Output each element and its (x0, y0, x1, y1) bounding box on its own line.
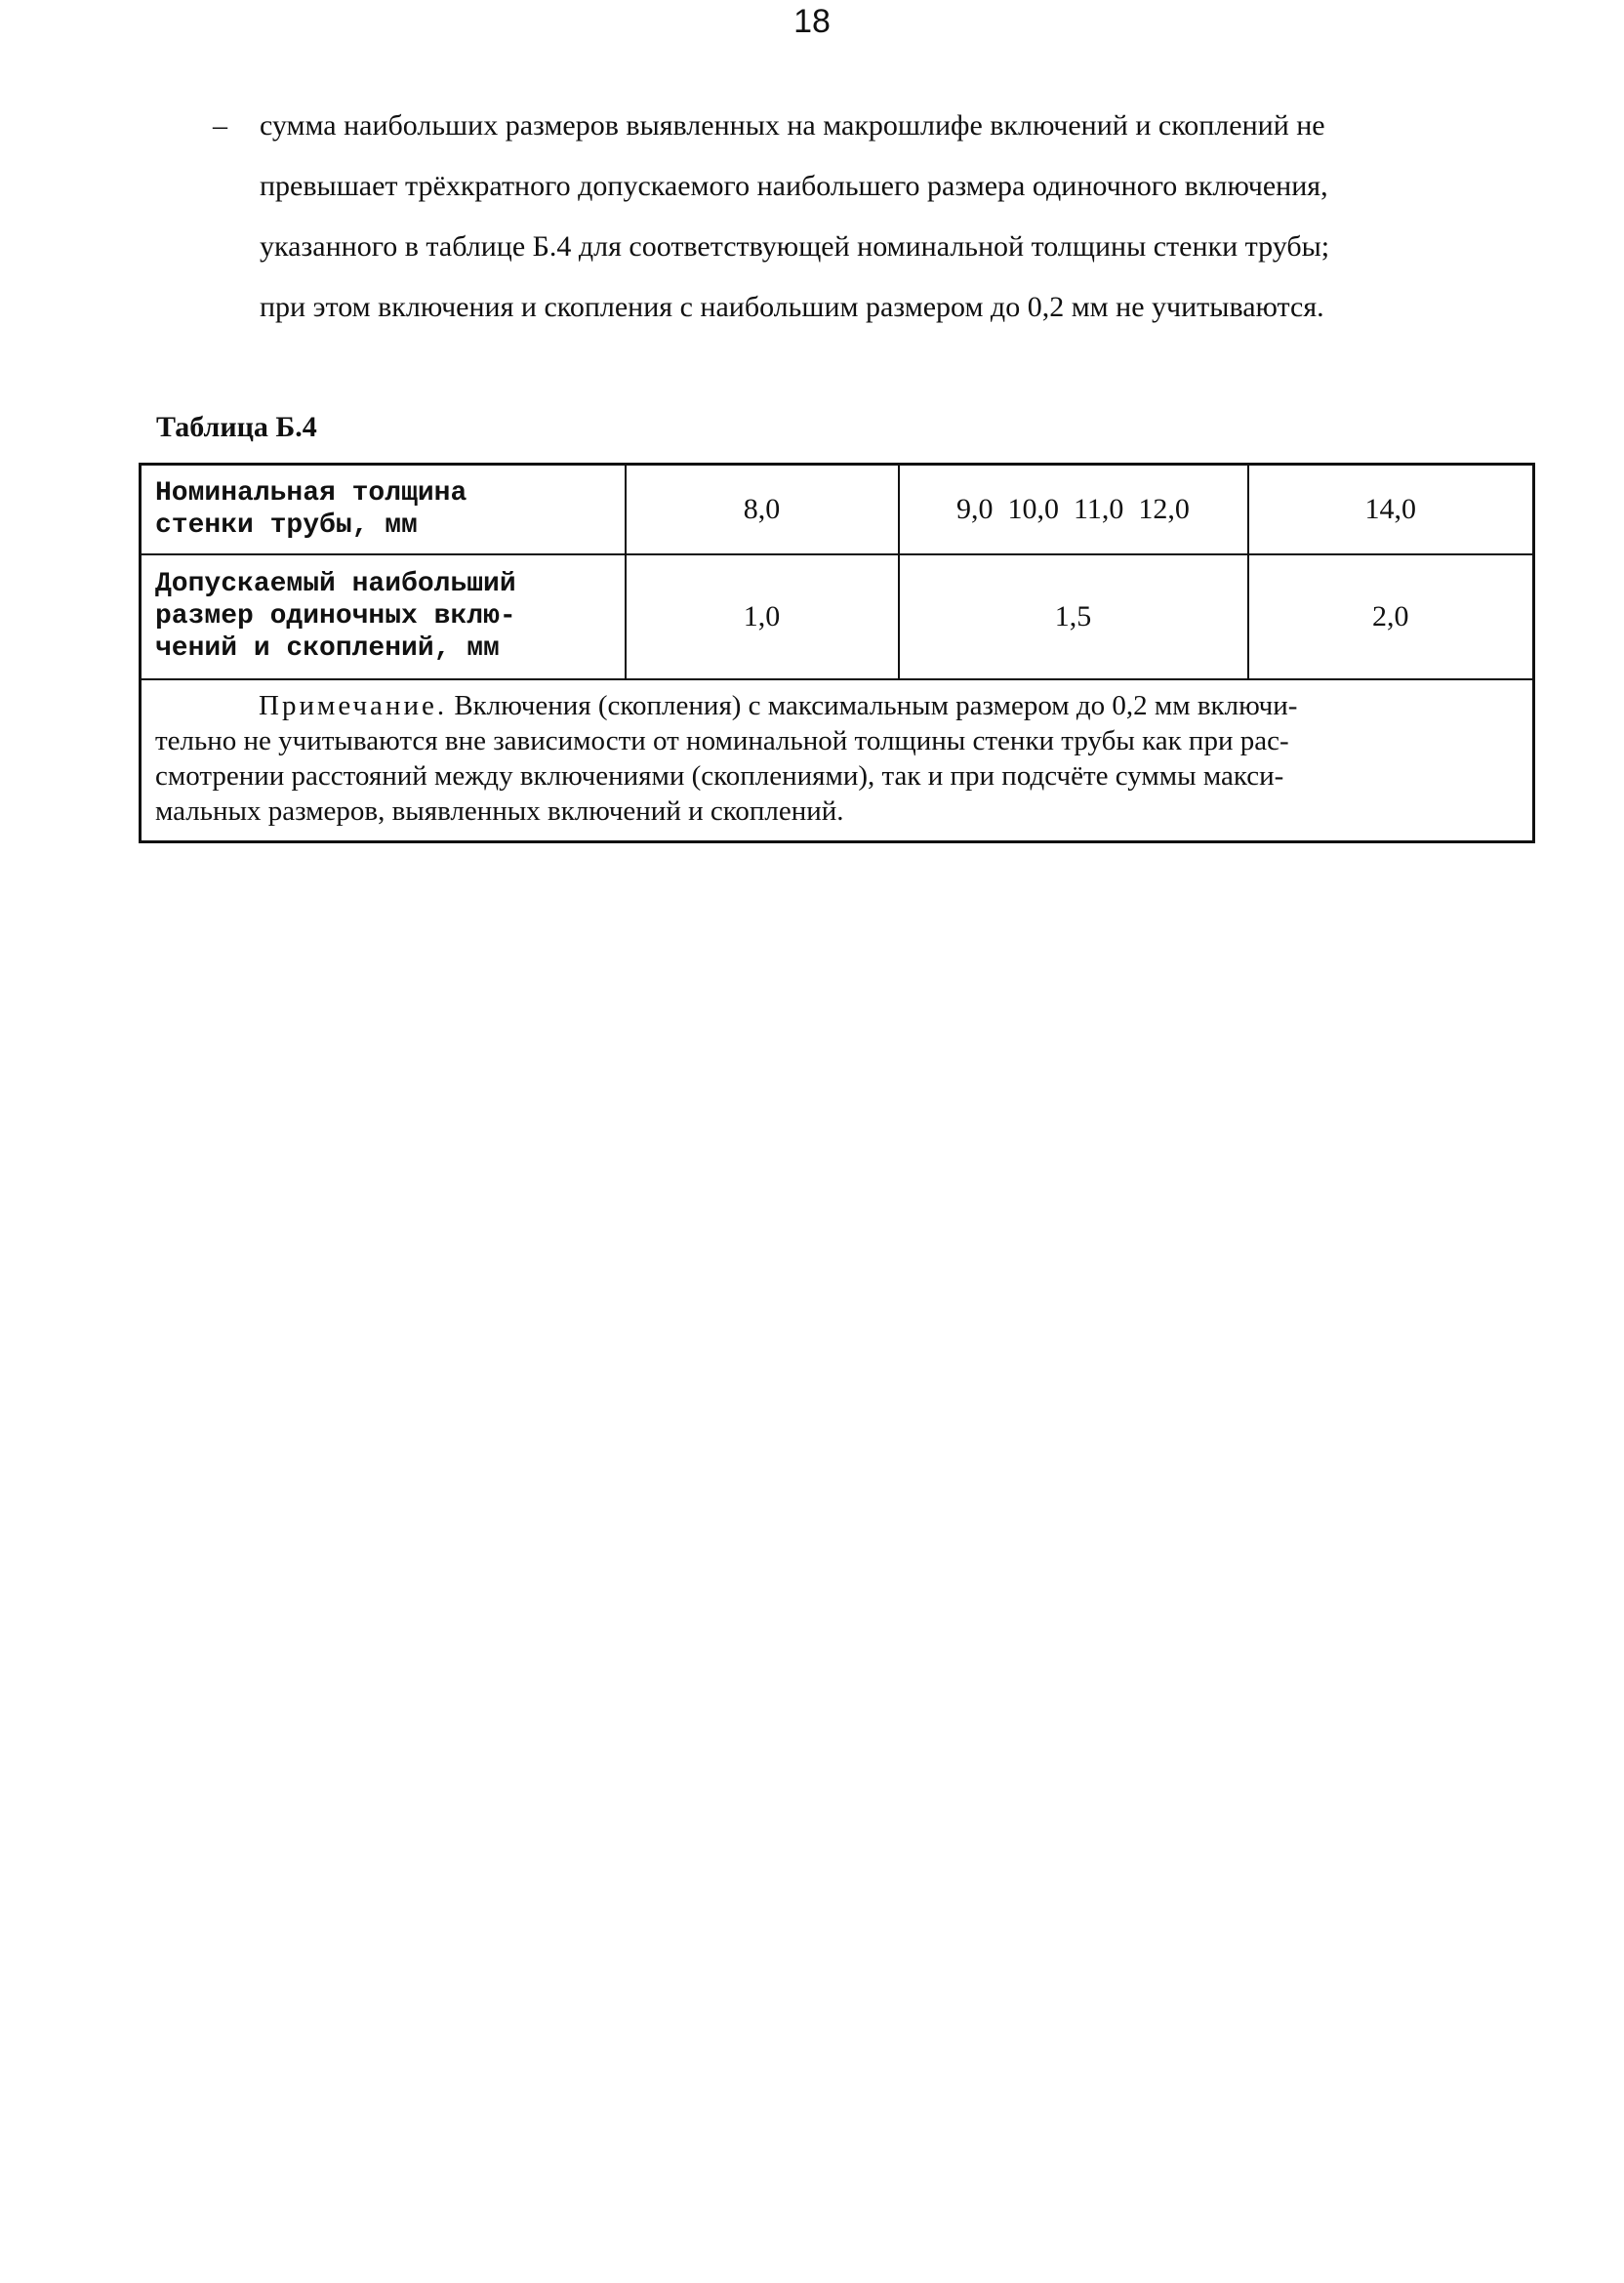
row-header-line: стенки трубы, мм (155, 510, 418, 541)
note-line (155, 688, 1521, 723)
note-line: смотрении расстояний между включениями (скоплениями), так и при подсчёте суммы макси- (155, 759, 1284, 792)
table-cell: 14,0 (1248, 465, 1534, 554)
row-header-line: чений и скоплений, мм (155, 633, 500, 664)
bullet-line: превышает трёхкратного допускаемого наибольшего размера одиночного включения, (260, 170, 1328, 202)
bullet-line: при этом включения и скопления с наибольшим размером до 0,2 мм не учитываются. (260, 291, 1324, 323)
row-header-line: Номинальная толщина (155, 477, 467, 509)
note-line: тельно не учитываются вне зависимости от номинальной толщины стенки трубы как при рас- (155, 724, 1289, 756)
row-header-thickness (141, 465, 626, 554)
page-number: 18 (793, 3, 831, 40)
row-header-max-size (141, 554, 626, 679)
table-cell: 8,0 (626, 465, 899, 554)
note-label: Примечание. (259, 689, 448, 721)
row-header-line: размер одиночных вклю- (155, 601, 516, 632)
table-row-note (141, 679, 1534, 842)
note-text: Включения (скопления) с максимальным размером до 0,2 мм включи- (454, 689, 1298, 721)
table-cell: 9,0 10,0 11,0 12,0 (899, 465, 1248, 554)
table-b4 (139, 463, 1535, 843)
row-header-line: Допускаемый наибольший (155, 569, 516, 599)
table-row-max-size (141, 554, 1534, 679)
bullet-dash: – (213, 109, 227, 142)
table-note (141, 679, 1534, 842)
bullet-line: сумма наибольших размеров выявленных на макрошлифе включений и скоплений не (260, 109, 1325, 142)
table-cell: 2,0 (1248, 554, 1534, 679)
bullet-text (260, 96, 1480, 338)
table-row-thickness (141, 465, 1534, 554)
table-cell: 1,5 (899, 554, 1248, 679)
table-cell: 1,0 (626, 554, 899, 679)
table-caption: Таблица Б.4 (156, 411, 317, 443)
note-line: мальных размеров, выявленных включений и скоплений. (155, 795, 844, 827)
bullet-line: указанного в таблице Б.4 для соответствующей номинальной толщины стенки трубы; (260, 230, 1330, 263)
